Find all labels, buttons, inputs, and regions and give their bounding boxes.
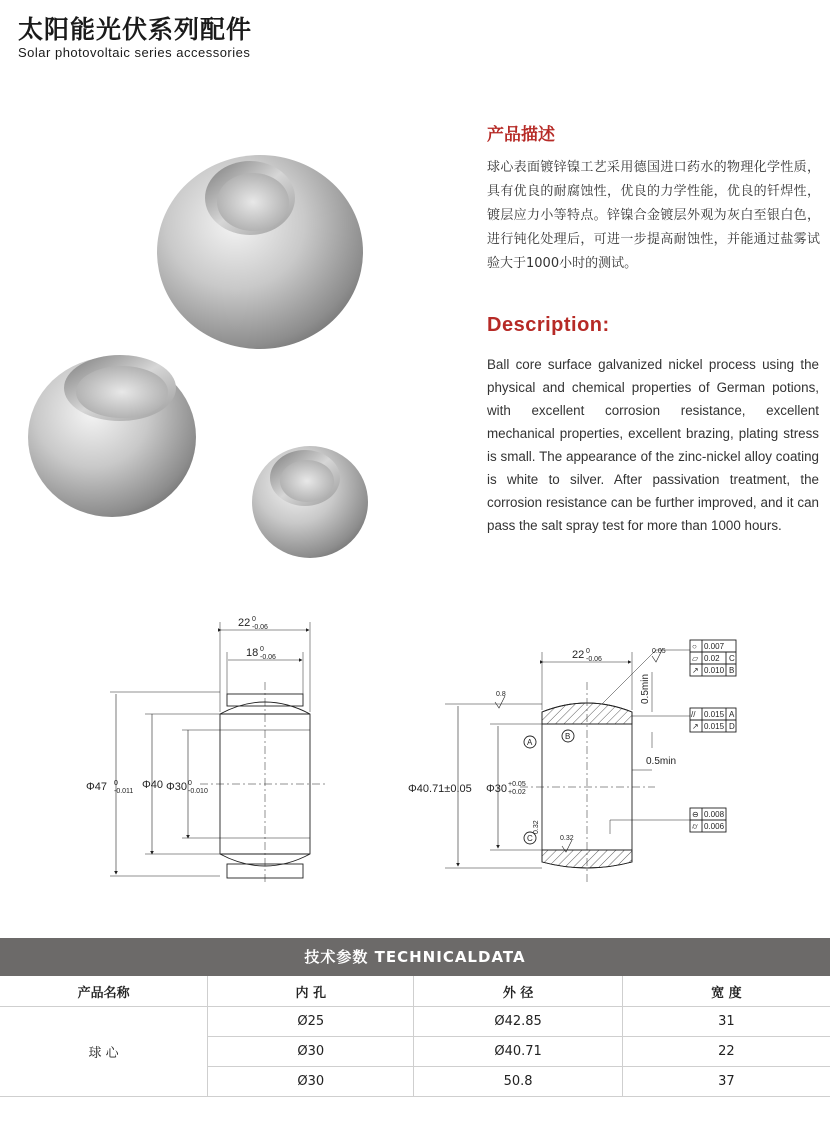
left-bore-dim: Φ30 [166,781,188,793]
medium-ball-bushing [28,355,196,517]
right-roughness-bore-2: 0.32 [533,820,540,834]
right-bore-tol-bottom: +0.02 [508,789,526,796]
drawing-left [110,622,328,882]
right-bore-tol-top: +0.05 [508,781,526,788]
technical-drawings [86,612,740,894]
cell-width: 22 [622,1037,830,1067]
cell-outer-diameter: 50.8 [414,1067,622,1097]
table-header-row [0,976,830,1007]
left-width-tol-top: 0 [252,616,256,623]
page-title: 太阳能光伏系列配件 [18,15,253,44]
right-roughness-bore: 0.32 [560,835,574,842]
cell-inner-bore: Ø30 [208,1037,414,1067]
large-ball-bushing [157,155,363,349]
description-en-heading: Description: [487,314,610,336]
right-outer-dim: Φ40.71±0.05 [408,783,472,795]
left-bore-tol-bottom: -0.010 [188,788,208,795]
header-product-name: 产品名称 [0,976,208,1007]
cell-width: 31 [622,1007,830,1037]
left-outer-dim: Φ47 [86,781,108,793]
left-inner-width-dim: 18 [246,647,259,659]
cell-outer-diameter: Ø42.85 [414,1007,622,1037]
cell-width: 37 [622,1067,830,1097]
table-row [0,1007,830,1037]
right-bore-dim: Φ30 [486,783,508,795]
technical-data-title: 技术参数 TECHNICALDATA [0,938,830,976]
tol-cylindricity-value: 0.006 [704,822,725,831]
left-width-dim: 22 [238,617,251,629]
left-inner-tol-top: 0 [260,646,264,653]
tol-runout2-value: 0.015 [704,722,725,731]
header-inner-bore: 内 孔 [208,976,414,1007]
right-min-side: 0.5min [646,756,677,767]
cell-outer-diameter: Ø40.71 [414,1037,622,1067]
right-roughness-top: 0.05 [652,648,666,655]
cell-inner-bore: Ø25 [208,1007,414,1037]
product-name-cell: 球 心 [0,1007,208,1097]
tol-flatness-value: 0.02 [704,654,720,663]
tol-runout2-ref: D [729,722,735,731]
left-outer-tol-top: 0 [114,780,118,787]
tol-runout-symbol: ↗ [692,666,699,675]
left-bore-tol-top: 0 [188,780,192,787]
technical-data-section [0,938,830,1097]
datum-c: C [527,834,533,843]
product-photo [20,140,410,570]
drawing-right [445,640,736,882]
description-cn-text: 球心表面镀锌镍工艺采用德国进口药水的物理化学性质，具有优良的耐腐蚀性，优良的力学性能，优良的钎焊性，镀层应力小等特点。锌镍合金镀层外观为灰白至银白色，进行钝化处理后，可进一步提高耐蚀性，并能通过盐雾试验大于1000小时的测试。 [487,160,820,271]
left-mid-dim: Φ40 [142,779,164,791]
tol-concentric-value: 0.008 [704,810,725,819]
datum-b: B [565,732,571,741]
description-cn-heading: 产品描述 [487,125,555,145]
left-inner-tol-bottom: -0.06 [260,654,276,661]
description-en-text: Ball core surface galvanized nickel process using the physical and chemical properties of German potions, with excellent corrosion resistance, excellent mechanical properties, excellent brazing, plating stress is small. The appearance of the zinc-nickel alloy coating is white to silver. After passivation treatment, the corrosion resistance can be further improved, and it can pass the salt spray test for more than 1000 hours. [487,357,819,533]
tol-parallel-ref: A [729,710,735,719]
datum-a: A [527,738,533,747]
header-width: 宽 度 [622,976,830,1007]
tol-flatness-ref: C [729,654,735,663]
tol-parallel-value: 0.015 [704,710,725,719]
right-width-dim: 22 [572,649,585,661]
small-ball-bushing [252,446,368,558]
tol-parallel-symbol: // [691,710,696,719]
right-width-tol-bottom: -0.06 [586,656,602,663]
tol-cylindricity-symbol: ⌭ [692,822,698,831]
tol-runout-value: 0.010 [704,666,725,675]
right-roughness-left: 0.8 [496,691,506,698]
tol-runout2-symbol: ↗ [692,722,699,731]
cell-inner-bore: Ø30 [208,1067,414,1097]
left-width-tol-bottom: -0.06 [252,624,268,631]
header-outer-diameter: 外 径 [414,976,622,1007]
tol-roundness-value: 0.007 [704,642,725,651]
tol-runout-ref: B [729,666,735,675]
right-min-top: 0.5min [640,673,651,704]
page-subtitle: Solar photovoltaic series accessories [18,45,251,60]
left-outer-tol-bottom: -0.011 [114,788,134,795]
tol-concentric-symbol: ⊖ [692,810,699,819]
tol-flatness-symbol: ▱ [692,654,699,663]
tol-roundness-symbol: ○ [692,642,697,651]
right-width-tol-top: 0 [586,648,590,655]
technical-data-table [0,976,830,1097]
